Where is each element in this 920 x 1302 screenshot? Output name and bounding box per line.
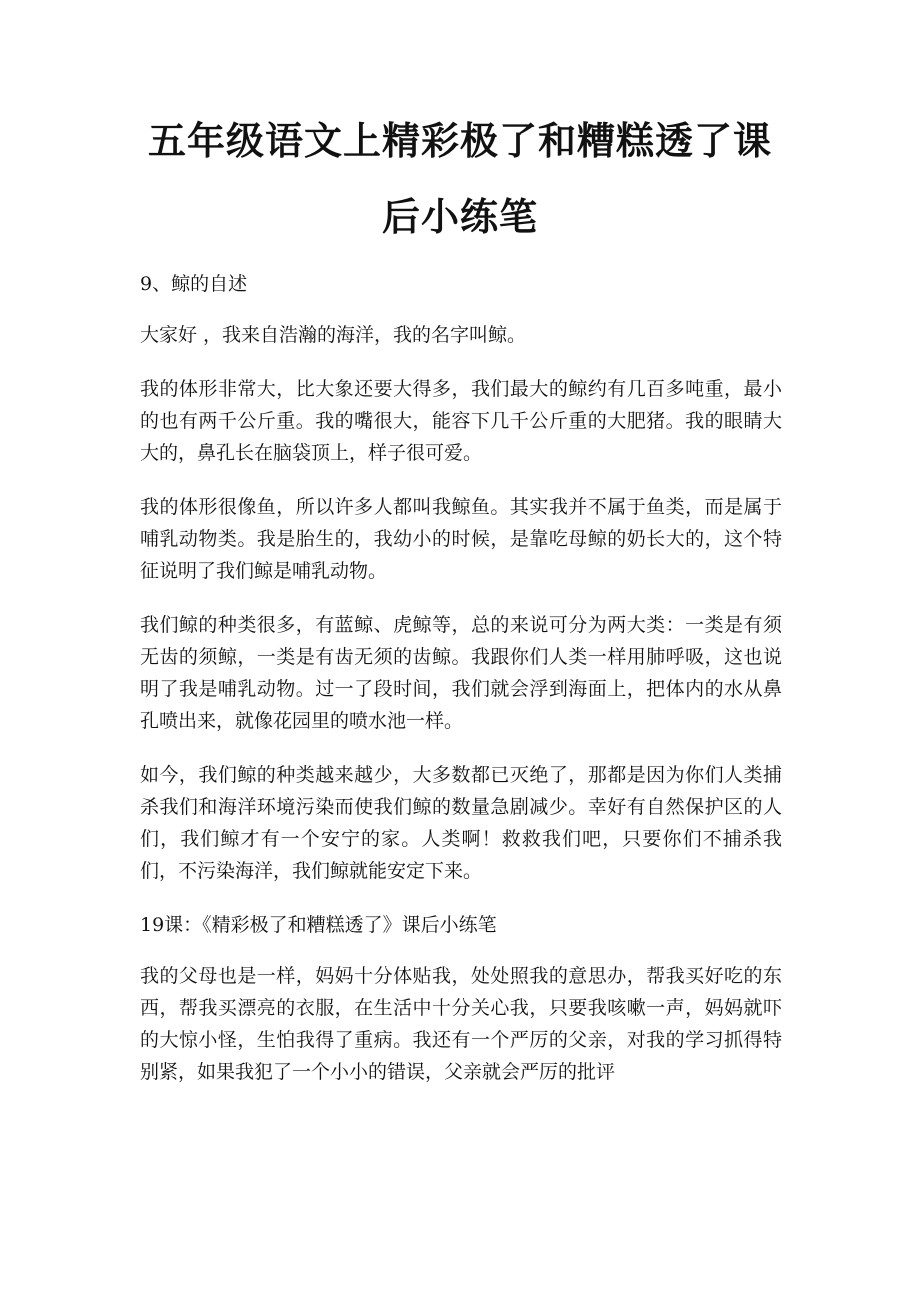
paragraph: 大家好 ，我来自浩瀚的海洋，我的名字叫鲸。 [140, 324, 527, 346]
section-heading-lesson-19: 19课：《精彩极了和糟糕透了》课后小练笔 [140, 914, 497, 936]
paragraph: 我的体形很像鱼，所以许多人都叫我鲸鱼。其实我并不属于鱼类，而是属于哺乳动物类。我是胎生的，我幼小的时候，是靠吃母鲸的奶长大的，这个特征说明了我们鲸是哺乳动物。 [140, 496, 782, 582]
paragraph: 我的父母也是一样，妈妈十分体贴我，处处照我的意思办，帮我买好吃的东西，帮我买漂亮的衣服，在生活中十分关心我，只要我咳嗽一声，妈妈就吓的大惊小怪，生怕我得了重病。我还有一个严厉的父亲，对我的学习抓得特别紧，如果我犯了一个小小的错误，父亲就会严厉的批评 [140, 965, 782, 1083]
section-heading-whale: 9、鲸的自述 [140, 273, 248, 295]
document-body [140, 268, 782, 1110]
paragraph: 我的体形非常大，比大象还要大得多，我们最大的鲸约有几百多吨重，最小的也有两千公斤重。我的嘴很大，能容下几千公斤重的大肥猪。我的眼睛大大的，鼻孔长在脑袋顶上，样子很可爱。 [140, 378, 782, 464]
paragraph: 如今，我们鲸的种类越来越少，大多数都已灭绝了，那都是因为你们人类捕杀我们和海洋环境污染而使我们鲸的数量急剧减少。幸好有自然保护区的人们，我们鲸才有一个安宁的家。人类啊！救救我们吧，只要你们不捕杀我们，不污染海洋，我们鲸就能安定下来。 [140, 764, 782, 882]
document-title: 五年级语文上精彩极了和糟糕透了课后小练笔 [147, 118, 772, 239]
paragraph: 我们鲸的种类很多，有蓝鲸、虎鲸等，总的来说可分为两大类：一类是有须无齿的须鲸，一类是有齿无须的齿鲸。我跟你们人类一样用肺呼吸，这也说明了我是哺乳动物。过一了段时间，我们就会浮到海面上，把体内的水从鼻孔喷出来，就像花园里的喷水池一样。 [140, 614, 782, 732]
